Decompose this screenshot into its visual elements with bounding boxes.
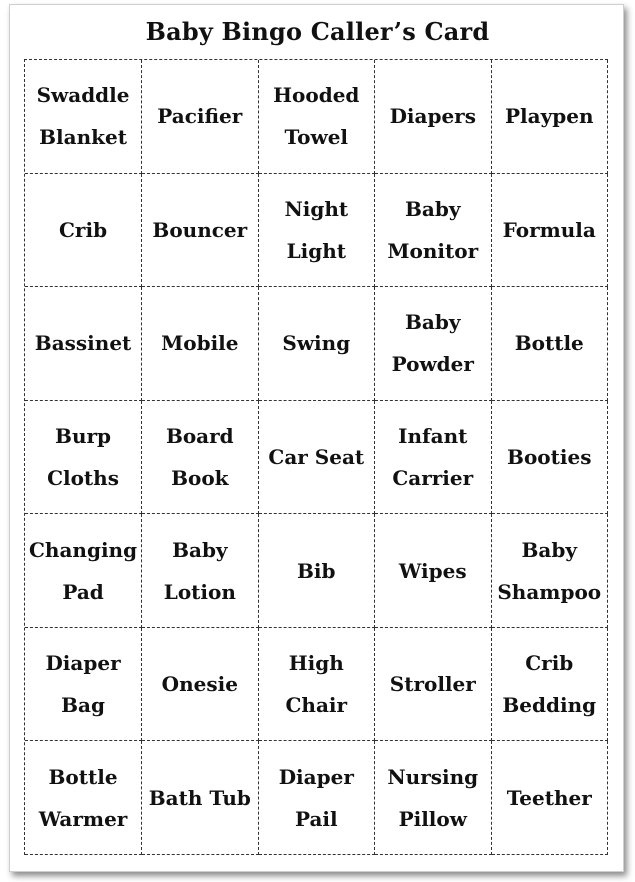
bingo-cell-line: Warmer: [38, 806, 128, 831]
bingo-cell-line: Shampoo: [497, 579, 602, 604]
bingo-cell: [375, 514, 491, 628]
bingo-cell: [142, 514, 258, 628]
bingo-cell-line: Wipes: [398, 558, 467, 583]
bingo-cell-label: [497, 529, 601, 613]
bingo-cell-line: Car Seat: [268, 444, 365, 469]
bingo-cell-line: Swaddle: [36, 83, 130, 108]
bingo-cell: [492, 401, 608, 515]
bingo-cell-line: Pillow: [398, 806, 467, 831]
bingo-cell-label: [268, 436, 364, 478]
bingo-cell: [142, 60, 258, 174]
bingo-cell-label: [282, 322, 350, 364]
bingo-card: [9, 4, 624, 872]
bingo-cell-label: [37, 74, 130, 158]
bingo-cell-line: Bedding: [502, 693, 597, 718]
bingo-cell-label: [503, 209, 596, 251]
bingo-cell-label: [515, 322, 584, 364]
bingo-cell-line: Board: [165, 423, 234, 448]
bingo-cell-line: Onesie: [161, 672, 238, 697]
bingo-cell: [25, 287, 142, 401]
bingo-cell-line: Baby: [521, 537, 577, 562]
bingo-cell-label: [157, 95, 242, 137]
bingo-cell: [492, 287, 608, 401]
bingo-cell: [375, 287, 491, 401]
bingo-cell-line: Mobile: [161, 331, 239, 356]
bingo-cell-line: Book: [171, 465, 229, 490]
bingo-cell-label: [152, 209, 247, 251]
bingo-cell-label: [507, 777, 592, 819]
bingo-cell-line: Diaper: [278, 764, 354, 789]
bingo-cell: [142, 628, 258, 742]
bingo-cell: [259, 174, 375, 288]
bingo-cell-line: Blanket: [39, 125, 127, 150]
bingo-cell-line: Bath Tub: [148, 785, 251, 810]
bingo-cell: [259, 401, 375, 515]
bingo-cell-label: [164, 529, 236, 613]
bingo-cell: [492, 514, 608, 628]
bingo-cell-line: Baby: [405, 310, 461, 335]
bingo-cell-line: Nursing: [387, 764, 479, 789]
bingo-cell-line: Formula: [502, 217, 596, 242]
bingo-cell: [375, 60, 491, 174]
bingo-cell: [259, 60, 375, 174]
bingo-cell-line: Light: [286, 238, 346, 263]
bingo-cell-line: Baby: [405, 196, 461, 221]
bingo-cell-line: Pad: [62, 579, 104, 604]
bingo-cell-line: Bib: [297, 558, 336, 583]
bingo-cell: [142, 401, 258, 515]
bingo-cell-label: [392, 301, 474, 385]
bingo-cell: [259, 628, 375, 742]
bingo-cell-label: [505, 95, 593, 137]
bingo-cell-label: [47, 415, 119, 499]
bingo-cell: [259, 287, 375, 401]
bingo-cell-line: Crib: [525, 651, 574, 676]
bingo-cell-label: [399, 550, 467, 592]
bingo-cell-line: Pail: [294, 806, 338, 831]
bingo-cell-label: [166, 415, 234, 499]
bingo-cell: [25, 401, 142, 515]
bingo-cell: [375, 174, 491, 288]
bingo-cell-label: [390, 95, 476, 137]
bingo-cell: [375, 741, 491, 855]
bingo-cell: [25, 514, 142, 628]
bingo-cell-line: Booties: [507, 444, 592, 469]
bingo-cell: [25, 60, 142, 174]
bingo-cell-label: [59, 209, 107, 251]
bingo-cell-label: [387, 756, 478, 840]
bingo-cell-label: [162, 663, 238, 705]
bingo-cell-line: Stroller: [389, 672, 476, 697]
bingo-cell-line: Lotion: [163, 579, 236, 604]
bingo-cell-label: [502, 642, 596, 726]
bingo-cell: [25, 174, 142, 288]
bingo-cell-label: [284, 188, 348, 272]
bingo-cell: [492, 628, 608, 742]
bingo-cell-line: Night: [284, 196, 349, 221]
bingo-cell-label: [390, 663, 476, 705]
bingo-cell: [375, 401, 491, 515]
bingo-cell-line: Bottle: [48, 764, 118, 789]
bingo-cell-label: [35, 322, 131, 364]
bingo-cell-line: Powder: [391, 352, 474, 377]
bingo-cell: [142, 174, 258, 288]
bingo-cell-label: [149, 777, 251, 819]
bingo-cell-label: [286, 642, 348, 726]
bingo-cell-label: [273, 74, 359, 158]
bingo-cell-line: Burp: [55, 423, 112, 448]
bingo-cell-line: Baby: [172, 537, 228, 562]
bingo-cell-label: [279, 756, 354, 840]
bingo-cell: [492, 60, 608, 174]
bingo-cell-line: Teether: [506, 785, 592, 810]
bingo-cell-label: [29, 529, 137, 613]
bingo-cell-line: Diaper: [45, 651, 121, 676]
bingo-cell-label: [387, 188, 478, 272]
bingo-cell-line: Diapers: [389, 104, 476, 129]
bingo-cell-line: Bag: [61, 693, 105, 718]
bingo-cell-line: Monitor: [387, 238, 479, 263]
bingo-cell-line: Playpen: [505, 104, 594, 129]
bingo-cell-label: [507, 436, 591, 478]
bingo-cell: [492, 741, 608, 855]
bingo-cell-label: [392, 415, 473, 499]
bingo-cell-line: High: [288, 651, 344, 676]
bingo-cell-line: Carrier: [392, 465, 474, 490]
bingo-cell-line: Bassinet: [34, 331, 132, 356]
bingo-cell-label: [161, 322, 238, 364]
bingo-cell-line: Infant: [398, 423, 468, 448]
bingo-cell-line: Changing: [29, 537, 138, 562]
bingo-cell-line: Chair: [285, 693, 348, 718]
bingo-cell-line: Cloths: [47, 465, 119, 490]
bingo-cell: [25, 741, 142, 855]
bingo-cell: [142, 287, 258, 401]
bingo-cell-label: [297, 550, 336, 592]
bingo-cell: [492, 174, 608, 288]
bingo-cell: [142, 741, 258, 855]
bingo-grid: [24, 59, 608, 855]
bingo-cell-line: Hooded: [273, 83, 360, 108]
bingo-cell-line: Bottle: [514, 331, 584, 356]
bingo-cell-line: Crib: [59, 217, 108, 242]
bingo-cell-line: Swing: [282, 331, 351, 356]
bingo-cell: [259, 514, 375, 628]
bingo-cell: [259, 741, 375, 855]
bingo-cell-line: Bouncer: [152, 217, 248, 242]
bingo-cell-line: Towel: [284, 125, 349, 150]
bingo-cell-label: [39, 756, 128, 840]
card-title: Baby Bingo Caller’s Card: [145, 17, 490, 46]
bingo-cell: [375, 628, 491, 742]
bingo-cell-label: [45, 642, 120, 726]
bingo-cell: [25, 628, 142, 742]
bingo-cell-line: Pacifier: [157, 104, 243, 129]
